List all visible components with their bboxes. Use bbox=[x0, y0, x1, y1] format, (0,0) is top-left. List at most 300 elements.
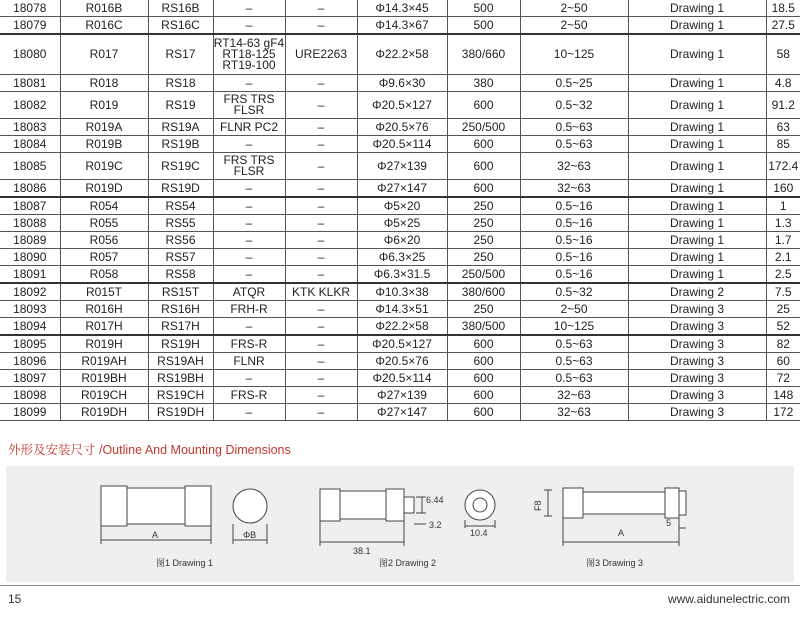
cell-size: Φ6.3×25 bbox=[357, 249, 447, 266]
cell-code: R019BH bbox=[60, 370, 148, 387]
cell-code: R016H bbox=[60, 301, 148, 318]
equivalent-line: – bbox=[245, 370, 253, 385]
cell-series: RS19H bbox=[148, 335, 213, 353]
cell-drawing: Drawing 1 bbox=[628, 17, 766, 35]
cell-ul-file: – bbox=[285, 92, 357, 119]
cell-code: R019A bbox=[60, 119, 148, 136]
cell-equivalent bbox=[213, 215, 285, 232]
cell-ul-file: – bbox=[285, 404, 357, 421]
cell-code: R015T bbox=[60, 283, 148, 301]
table-row bbox=[0, 283, 800, 301]
cell-id: 18081 bbox=[0, 75, 60, 92]
cell-ul-file: – bbox=[285, 249, 357, 266]
cell-ul-file: – bbox=[285, 75, 357, 92]
cell-id: 18095 bbox=[0, 335, 60, 353]
table-row bbox=[0, 119, 800, 136]
cell-voltage: 250 bbox=[447, 197, 520, 215]
equivalent-line: – bbox=[245, 249, 253, 264]
cell-ul-file: – bbox=[285, 370, 357, 387]
cell-id: 18093 bbox=[0, 301, 60, 318]
cell-size: Φ20.5×114 bbox=[357, 370, 447, 387]
cell-current: 0.5~16 bbox=[520, 249, 628, 266]
table-row bbox=[0, 197, 800, 215]
equivalent-line: FLSR bbox=[233, 164, 265, 178]
table-row bbox=[0, 249, 800, 266]
cell-equivalent bbox=[213, 301, 285, 318]
cell-voltage: 250 bbox=[447, 301, 520, 318]
cell-ul-file: – bbox=[285, 0, 357, 17]
cell-code: R019H bbox=[60, 335, 148, 353]
cell-ul-file: – bbox=[285, 119, 357, 136]
cell-series: RS19B bbox=[148, 136, 213, 153]
equivalent-line: – bbox=[245, 318, 253, 333]
cell-code: R019B bbox=[60, 136, 148, 153]
cell-weight: 85 bbox=[766, 136, 800, 153]
cell-id: 18091 bbox=[0, 266, 60, 284]
equivalent-line: RT19-100 bbox=[222, 58, 276, 72]
cell-weight: 2.5 bbox=[766, 266, 800, 284]
equivalent-line: RT14-63 gF4 bbox=[213, 36, 285, 50]
equivalent-line: FRH-R bbox=[230, 301, 268, 316]
cell-series: RS18 bbox=[148, 75, 213, 92]
cell-ul-file: – bbox=[285, 153, 357, 180]
table-row bbox=[0, 136, 800, 153]
cell-drawing: Drawing 3 bbox=[628, 318, 766, 336]
equivalent-line: – bbox=[245, 75, 253, 90]
cell-id: 18092 bbox=[0, 283, 60, 301]
cell-drawing: Drawing 2 bbox=[628, 283, 766, 301]
cell-equivalent bbox=[213, 136, 285, 153]
d2-dim-h: 6.44 bbox=[426, 495, 444, 505]
cell-size: Φ14.3×45 bbox=[357, 0, 447, 17]
cell-voltage: 380/500 bbox=[447, 318, 520, 336]
cell-voltage: 600 bbox=[447, 370, 520, 387]
cell-id: 18084 bbox=[0, 136, 60, 153]
cell-id: 18087 bbox=[0, 197, 60, 215]
cell-size: Φ27×147 bbox=[357, 180, 447, 198]
cell-series: RS16B bbox=[148, 0, 213, 17]
cell-code: R018 bbox=[60, 75, 148, 92]
cell-current: 0.5~16 bbox=[520, 215, 628, 232]
cell-voltage: 250 bbox=[447, 232, 520, 249]
dimension-drawings bbox=[6, 466, 794, 582]
table-row bbox=[0, 335, 800, 353]
cell-current: 0.5~16 bbox=[520, 197, 628, 215]
fuse-cap-right bbox=[386, 489, 404, 521]
table-row bbox=[0, 215, 800, 232]
cell-id: 18088 bbox=[0, 215, 60, 232]
equivalent-line: FRS-R bbox=[230, 387, 268, 402]
cell-code: R019D bbox=[60, 180, 148, 198]
cell-code: R019 bbox=[60, 92, 148, 119]
cell-series: RS58 bbox=[148, 266, 213, 284]
table-row bbox=[0, 266, 800, 284]
section-heading: 外形及安装尺寸 /Outline And Mounting Dimensions bbox=[8, 443, 291, 457]
drawing-3-caption: 图3 Drawing 3 bbox=[586, 558, 644, 568]
cell-equivalent bbox=[213, 335, 285, 353]
cell-size: Φ5×25 bbox=[357, 215, 447, 232]
cell-weight: 25 bbox=[766, 301, 800, 318]
cell-id: 18080 bbox=[0, 34, 60, 75]
cell-equivalent bbox=[213, 197, 285, 215]
cell-drawing: Drawing 1 bbox=[628, 197, 766, 215]
equivalent-line: – bbox=[245, 180, 253, 195]
cell-size: Φ27×147 bbox=[357, 404, 447, 421]
cell-code: R019CH bbox=[60, 387, 148, 404]
drawing-2 bbox=[320, 489, 495, 546]
equivalent-line: – bbox=[245, 232, 253, 247]
cell-ul-file: – bbox=[285, 215, 357, 232]
cell-code: R016B bbox=[60, 0, 148, 17]
cell-id: 18089 bbox=[0, 232, 60, 249]
cell-code: R054 bbox=[60, 197, 148, 215]
cell-voltage: 600 bbox=[447, 335, 520, 353]
cell-equivalent bbox=[213, 387, 285, 404]
equivalent-line: FLSR bbox=[233, 103, 265, 117]
cell-current: 10~125 bbox=[520, 318, 628, 336]
footer-divider bbox=[0, 585, 800, 586]
d2-dim-gap: 3.2 bbox=[429, 520, 442, 530]
cell-weight: 91.2 bbox=[766, 92, 800, 119]
table-row bbox=[0, 318, 800, 336]
cell-weight: 1.7 bbox=[766, 232, 800, 249]
equivalent-line: – bbox=[245, 0, 253, 15]
equivalent-line: FRS TRS bbox=[223, 153, 275, 167]
cell-current: 0.5~63 bbox=[520, 136, 628, 153]
table-row bbox=[0, 34, 800, 75]
cell-series: RS19AH bbox=[148, 353, 213, 370]
d1-dim-b: ΦB bbox=[243, 530, 257, 540]
cell-ul-file: URE2263 bbox=[285, 34, 357, 75]
cell-code: R017 bbox=[60, 34, 148, 75]
cell-ul-file: – bbox=[285, 387, 357, 404]
cell-equivalent bbox=[213, 17, 285, 35]
fuse-body bbox=[127, 488, 185, 524]
cell-equivalent bbox=[213, 232, 285, 249]
table-row bbox=[0, 232, 800, 249]
cell-weight: 172.4 bbox=[766, 153, 800, 180]
cell-weight: 7.5 bbox=[766, 283, 800, 301]
cell-size: Φ22.2×58 bbox=[357, 34, 447, 75]
cell-voltage: 380 bbox=[447, 75, 520, 92]
cell-drawing: Drawing 1 bbox=[628, 34, 766, 75]
cell-id: 18090 bbox=[0, 249, 60, 266]
table-row bbox=[0, 387, 800, 404]
table-row bbox=[0, 92, 800, 119]
cell-size: Φ6×20 bbox=[357, 232, 447, 249]
cell-id: 18098 bbox=[0, 387, 60, 404]
cell-drawing: Drawing 1 bbox=[628, 249, 766, 266]
cell-current: 2~50 bbox=[520, 0, 628, 17]
cell-id: 18097 bbox=[0, 370, 60, 387]
cell-size: Φ20.5×114 bbox=[357, 136, 447, 153]
cell-id: 18078 bbox=[0, 0, 60, 17]
cell-ul-file: KTK KLKR bbox=[285, 283, 357, 301]
cell-equivalent bbox=[213, 370, 285, 387]
cell-id: 18094 bbox=[0, 318, 60, 336]
cell-equivalent bbox=[213, 75, 285, 92]
cell-ul-file: – bbox=[285, 353, 357, 370]
cell-code: R019C bbox=[60, 153, 148, 180]
cell-voltage: 250 bbox=[447, 215, 520, 232]
d2-dim-len: 38.1 bbox=[353, 546, 371, 556]
cell-current: 32~63 bbox=[520, 153, 628, 180]
cell-code: R019DH bbox=[60, 404, 148, 421]
table-row bbox=[0, 75, 800, 92]
cell-voltage: 600 bbox=[447, 353, 520, 370]
cell-drawing: Drawing 3 bbox=[628, 387, 766, 404]
cell-series: RS16C bbox=[148, 17, 213, 35]
cell-drawing: Drawing 1 bbox=[628, 92, 766, 119]
cell-weight: 2.1 bbox=[766, 249, 800, 266]
cell-current: 0.5~16 bbox=[520, 232, 628, 249]
cell-current: 0.5~32 bbox=[520, 283, 628, 301]
cell-current: 0.5~16 bbox=[520, 266, 628, 284]
cell-id: 18082 bbox=[0, 92, 60, 119]
d3-dim-5: 5 bbox=[666, 518, 672, 528]
cell-size: Φ27×139 bbox=[357, 387, 447, 404]
fuse-indicator bbox=[679, 491, 686, 515]
cell-equivalent bbox=[213, 318, 285, 336]
cell-series: RS55 bbox=[148, 215, 213, 232]
cell-code: R055 bbox=[60, 215, 148, 232]
cell-weight: 52 bbox=[766, 318, 800, 336]
fuse-cap-left bbox=[563, 488, 583, 518]
cell-weight: 82 bbox=[766, 335, 800, 353]
cell-drawing: Drawing 3 bbox=[628, 353, 766, 370]
cell-drawing: Drawing 3 bbox=[628, 370, 766, 387]
cell-drawing: Drawing 1 bbox=[628, 75, 766, 92]
cell-equivalent bbox=[213, 0, 285, 17]
cell-drawing: Drawing 1 bbox=[628, 153, 766, 180]
table-row bbox=[0, 353, 800, 370]
cell-current: 0.5~63 bbox=[520, 353, 628, 370]
cell-ul-file: – bbox=[285, 136, 357, 153]
cell-equivalent bbox=[213, 283, 285, 301]
cell-series: RS56 bbox=[148, 232, 213, 249]
cell-size: Φ5×20 bbox=[357, 197, 447, 215]
cell-ul-file: – bbox=[285, 232, 357, 249]
cell-size: Φ20.5×127 bbox=[357, 335, 447, 353]
cell-voltage: 380/660 bbox=[447, 34, 520, 75]
cell-code: R019AH bbox=[60, 353, 148, 370]
d2-dim-d: 10.4 bbox=[470, 528, 488, 538]
cell-weight: 18.5 bbox=[766, 0, 800, 17]
equivalent-line: ATQR bbox=[232, 284, 266, 299]
cell-ul-file: – bbox=[285, 301, 357, 318]
cell-weight: 60 bbox=[766, 353, 800, 370]
cell-id: 18086 bbox=[0, 180, 60, 198]
table-row bbox=[0, 301, 800, 318]
cell-voltage: 500 bbox=[447, 17, 520, 35]
cell-weight: 1.3 bbox=[766, 215, 800, 232]
table-row bbox=[0, 0, 800, 17]
cell-drawing: Drawing 3 bbox=[628, 335, 766, 353]
cell-drawing: Drawing 1 bbox=[628, 232, 766, 249]
cell-ul-file: – bbox=[285, 197, 357, 215]
equivalent-line: FLNR PC2 bbox=[219, 119, 278, 134]
cell-series: RS19D bbox=[148, 180, 213, 198]
drawing-1-caption: 图1 Drawing 1 bbox=[156, 558, 214, 568]
cell-series: RS19CH bbox=[148, 387, 213, 404]
cell-weight: 72 bbox=[766, 370, 800, 387]
cell-drawing: Drawing 3 bbox=[628, 301, 766, 318]
cell-size: Φ14.3×67 bbox=[357, 17, 447, 35]
cell-voltage: 250/500 bbox=[447, 119, 520, 136]
cell-series: RS17H bbox=[148, 318, 213, 336]
fuse-cap-left bbox=[320, 489, 340, 521]
cell-weight: 172 bbox=[766, 404, 800, 421]
dimension-drawings-panel bbox=[6, 466, 794, 582]
cell-size: Φ20.5×76 bbox=[357, 353, 447, 370]
cell-ul-file: – bbox=[285, 266, 357, 284]
cell-size: Φ27×139 bbox=[357, 153, 447, 180]
equivalent-line: – bbox=[245, 136, 253, 151]
fuse-cap-left bbox=[101, 486, 127, 526]
page-number: 15 bbox=[8, 592, 22, 606]
cell-drawing: Drawing 1 bbox=[628, 0, 766, 17]
cell-size: Φ20.5×76 bbox=[357, 119, 447, 136]
fuse-end-view bbox=[233, 489, 267, 523]
cell-equivalent bbox=[213, 153, 285, 180]
cell-id: 18096 bbox=[0, 353, 60, 370]
equivalent-line: RT18-125 bbox=[222, 47, 276, 61]
cell-series: RS19C bbox=[148, 153, 213, 180]
cell-series: RS17 bbox=[148, 34, 213, 75]
cell-size: Φ14.3×51 bbox=[357, 301, 447, 318]
table-row bbox=[0, 404, 800, 421]
cell-voltage: 250 bbox=[447, 249, 520, 266]
cell-drawing: Drawing 1 bbox=[628, 215, 766, 232]
cell-size: Φ6.3×31.5 bbox=[357, 266, 447, 284]
cell-weight: 148 bbox=[766, 387, 800, 404]
cell-series: RS57 bbox=[148, 249, 213, 266]
drawing-3 bbox=[544, 488, 686, 546]
cell-equivalent bbox=[213, 249, 285, 266]
cell-size: Φ10.3×38 bbox=[357, 283, 447, 301]
equivalent-line: – bbox=[245, 17, 253, 32]
cell-current: 0.5~63 bbox=[520, 335, 628, 353]
cell-current: 2~50 bbox=[520, 301, 628, 318]
equivalent-line: FRS-R bbox=[230, 336, 268, 351]
cell-ul-file: – bbox=[285, 180, 357, 198]
cell-code: R016C bbox=[60, 17, 148, 35]
cell-weight: 27.5 bbox=[766, 17, 800, 35]
cell-current: 32~63 bbox=[520, 180, 628, 198]
cell-current: 32~63 bbox=[520, 404, 628, 421]
table-row bbox=[0, 17, 800, 35]
table-row bbox=[0, 180, 800, 198]
fuse-body bbox=[583, 492, 665, 514]
cell-current: 2~50 bbox=[520, 17, 628, 35]
cell-series: RS54 bbox=[148, 197, 213, 215]
cell-equivalent bbox=[213, 180, 285, 198]
cell-series: RS19BH bbox=[148, 370, 213, 387]
cell-id: 18079 bbox=[0, 17, 60, 35]
cell-current: 0.5~25 bbox=[520, 75, 628, 92]
cell-series: RS16H bbox=[148, 301, 213, 318]
cell-size: Φ22.2×58 bbox=[357, 318, 447, 336]
cell-ul-file: – bbox=[285, 335, 357, 353]
cell-current: 10~125 bbox=[520, 34, 628, 75]
cell-weight: 63 bbox=[766, 119, 800, 136]
cell-drawing: Drawing 1 bbox=[628, 119, 766, 136]
cell-ul-file: – bbox=[285, 318, 357, 336]
cell-voltage: 500 bbox=[447, 0, 520, 17]
cell-current: 0.5~63 bbox=[520, 370, 628, 387]
cell-code: R017H bbox=[60, 318, 148, 336]
equivalent-line: – bbox=[245, 266, 253, 281]
cell-voltage: 250/500 bbox=[447, 266, 520, 284]
cell-equivalent bbox=[213, 119, 285, 136]
cell-weight: 160 bbox=[766, 180, 800, 198]
d3-dim-f: F8 bbox=[533, 500, 543, 511]
cell-equivalent bbox=[213, 404, 285, 421]
cell-size: Φ9.6×30 bbox=[357, 75, 447, 92]
cell-code: R057 bbox=[60, 249, 148, 266]
cell-drawing: Drawing 1 bbox=[628, 180, 766, 198]
fuse-cap-right bbox=[185, 486, 211, 526]
cell-size: Φ20.5×127 bbox=[357, 92, 447, 119]
cell-code: R058 bbox=[60, 266, 148, 284]
equivalent-line: – bbox=[245, 404, 253, 419]
fuse-tip bbox=[404, 497, 414, 513]
cell-equivalent bbox=[213, 34, 285, 75]
cell-equivalent bbox=[213, 92, 285, 119]
website-url[interactable]: www.aidunelectric.com bbox=[667, 592, 790, 606]
cell-current: 32~63 bbox=[520, 387, 628, 404]
cell-voltage: 380/600 bbox=[447, 283, 520, 301]
cell-ul-file: – bbox=[285, 17, 357, 35]
cell-id: 18083 bbox=[0, 119, 60, 136]
cell-weight: 4.8 bbox=[766, 75, 800, 92]
cell-current: 0.5~32 bbox=[520, 92, 628, 119]
cell-weight: 1 bbox=[766, 197, 800, 215]
fuse-body bbox=[340, 491, 386, 519]
cell-series: RS19DH bbox=[148, 404, 213, 421]
cell-drawing: Drawing 1 bbox=[628, 136, 766, 153]
cell-drawing: Drawing 3 bbox=[628, 404, 766, 421]
equivalent-line: FRS TRS bbox=[223, 92, 275, 106]
d1-dim-a: A bbox=[152, 530, 159, 540]
cell-series: RS15T bbox=[148, 283, 213, 301]
table-row bbox=[0, 153, 800, 180]
cell-id: 18085 bbox=[0, 153, 60, 180]
equivalent-line: FLNR bbox=[233, 353, 265, 368]
fuse-cap-right bbox=[665, 488, 679, 518]
cell-current: 0.5~63 bbox=[520, 119, 628, 136]
equivalent-line: – bbox=[245, 198, 253, 213]
cell-voltage: 600 bbox=[447, 92, 520, 119]
cell-weight: 58 bbox=[766, 34, 800, 75]
cell-series: RS19 bbox=[148, 92, 213, 119]
cell-voltage: 600 bbox=[447, 387, 520, 404]
table-row bbox=[0, 370, 800, 387]
cell-series: RS19A bbox=[148, 119, 213, 136]
cell-equivalent bbox=[213, 353, 285, 370]
cell-id: 18099 bbox=[0, 404, 60, 421]
equivalent-line: – bbox=[245, 215, 253, 230]
cell-drawing: Drawing 1 bbox=[628, 266, 766, 284]
cell-voltage: 600 bbox=[447, 153, 520, 180]
d3-dim-a: A bbox=[618, 528, 625, 538]
cell-equivalent bbox=[213, 266, 285, 284]
cell-code: R056 bbox=[60, 232, 148, 249]
cell-voltage: 600 bbox=[447, 136, 520, 153]
drawing-2-caption: 图2 Drawing 2 bbox=[379, 558, 437, 568]
cell-voltage: 600 bbox=[447, 180, 520, 198]
cell-voltage: 600 bbox=[447, 404, 520, 421]
